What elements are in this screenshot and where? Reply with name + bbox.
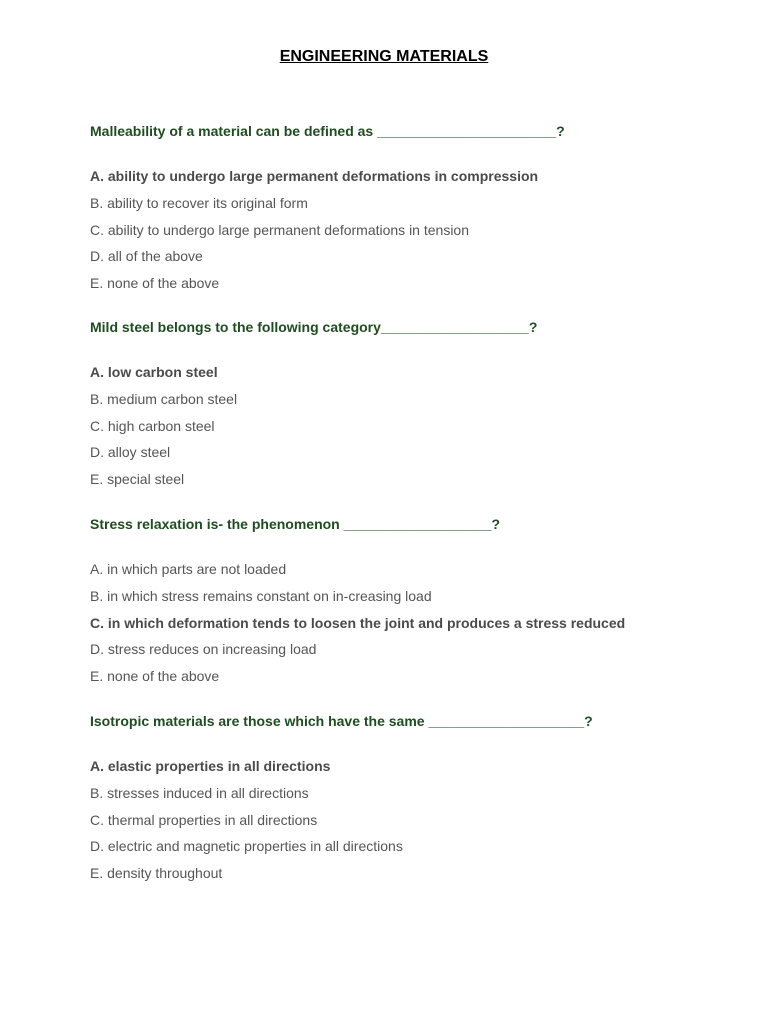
question-text: Stress relaxation is- the phenomenon ___________________? [90, 516, 501, 532]
question-block [90, 318, 730, 497]
option-e: E. none of the above [90, 668, 220, 685]
option-d: D. electric and magnetic properties in all directions [90, 838, 403, 855]
option-list [90, 167, 730, 292]
option-e: E. density throughout [90, 865, 223, 882]
option-list [90, 560, 730, 685]
question-block [90, 122, 730, 301]
option-d: D. all of the above [90, 248, 203, 265]
option-a-correct: A. ability to undergo large permanent deformations in compression [90, 168, 539, 184]
option-c-correct: C. in which deformation tends to loosen the joint and produces a stress reduced [90, 614, 626, 631]
option-b: B. ability to recover its original form [90, 194, 308, 211]
option-c: C. high carbon steel [90, 417, 215, 434]
option-b: B. in which stress remains constant on in-creasing load [90, 587, 432, 604]
document-title: ENGINEERING MATERIALS [279, 48, 489, 65]
option-e: E. special steel [90, 471, 185, 488]
question-block [90, 712, 730, 891]
option-d: D. alloy steel [90, 444, 171, 461]
option-b: B. stresses induced in all directions [90, 784, 309, 801]
question-block [90, 515, 730, 694]
question-text: Malleability of a material can be defined as _______________________? [90, 123, 565, 139]
question-text: Isotropic materials are those which have the same ____________________? [90, 713, 593, 729]
option-b: B. medium carbon steel [90, 390, 238, 407]
option-d: D. stress reduces on increasing load [90, 641, 317, 658]
option-list [90, 363, 730, 488]
option-a: A. in which parts are not loaded [90, 561, 287, 577]
option-list [90, 757, 730, 882]
question-text: Mild steel belongs to the following category___________________? [90, 319, 538, 335]
option-c: C. ability to undergo large permanent deformations in tension [90, 221, 469, 238]
option-c: C. thermal properties in all directions [90, 811, 318, 828]
option-e: E. none of the above [90, 275, 220, 292]
option-a-correct: A. elastic properties in all directions [90, 758, 331, 774]
option-a-correct: A. low carbon steel [90, 364, 218, 380]
